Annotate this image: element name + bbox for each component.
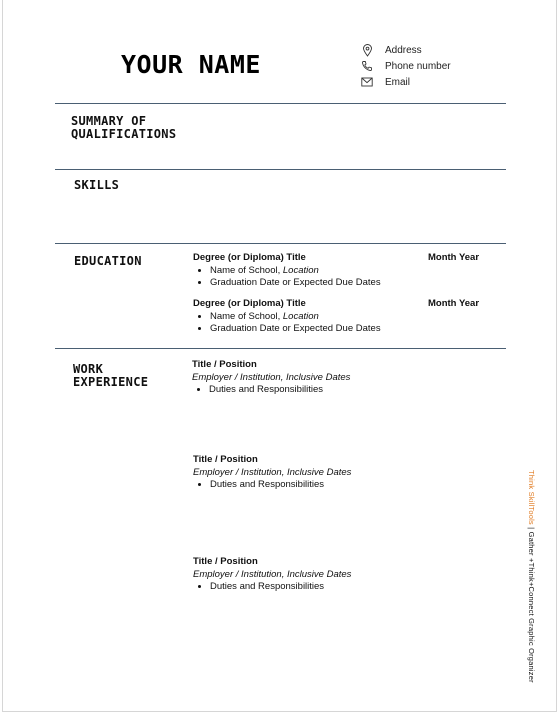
brand-text: Think SkillTools xyxy=(527,470,536,525)
education-date: Month Year xyxy=(428,298,480,309)
school-item xyxy=(210,311,381,324)
school-location: Location xyxy=(282,310,319,322)
phone-label: Phone number xyxy=(385,60,451,72)
work-heading: WORK EXPERIENCE xyxy=(73,362,149,389)
graduation-item: • Graduation Date or Expected Due Dates xyxy=(210,323,381,336)
degree-title: Degree (or Diploma) Title xyxy=(193,298,306,309)
divider xyxy=(55,348,506,349)
work-entry xyxy=(192,359,350,397)
contact-phone xyxy=(360,59,451,73)
page-frame xyxy=(2,0,557,712)
resume-name: YOUR NAME xyxy=(121,50,261,79)
school-location: Location xyxy=(282,264,319,276)
job-title: Title / Position xyxy=(193,556,258,567)
address-label: Address xyxy=(385,44,422,56)
employer-line: Employer / Institution, Inclusive Dates xyxy=(193,466,352,478)
summary-heading: SUMMARY OF QUALIFICATIONS xyxy=(71,114,177,141)
duties-item: • Duties and Responsibilities xyxy=(209,384,350,397)
organizer-text: | Gather +Think+Connect Graphic Organizer xyxy=(527,524,536,683)
location-pin-icon xyxy=(360,43,374,57)
work-entry xyxy=(193,454,351,492)
envelope-icon xyxy=(360,75,374,89)
school-item xyxy=(210,265,381,278)
divider xyxy=(55,243,506,244)
contact-email xyxy=(360,75,410,89)
degree-title: Degree (or Diploma) Title xyxy=(193,252,306,263)
education-date: Month Year xyxy=(428,252,480,263)
school-name: Name of School, xyxy=(210,310,281,322)
side-note xyxy=(527,470,536,683)
phone-icon xyxy=(360,59,374,73)
contact-address xyxy=(360,43,422,57)
education-heading: EDUCATION xyxy=(74,254,142,268)
graduation-item: • Graduation Date or Expected Due Dates xyxy=(210,277,381,290)
skills-heading: SKILLS xyxy=(74,178,120,192)
education-entry xyxy=(193,298,381,336)
employer-line: Employer / Institution, Inclusive Dates xyxy=(193,568,352,580)
divider xyxy=(55,103,506,104)
divider xyxy=(55,169,506,170)
work-entry xyxy=(193,556,351,594)
school-name: Name of School, xyxy=(210,264,281,276)
duties-item: • Duties and Responsibilities xyxy=(210,581,351,594)
duties-item: • Duties and Responsibilities xyxy=(210,479,351,492)
job-title: Title / Position xyxy=(192,359,257,370)
job-title: Title / Position xyxy=(193,454,258,465)
employer-line: Employer / Institution, Inclusive Dates xyxy=(192,371,351,383)
education-entry xyxy=(193,252,381,290)
email-label: Email xyxy=(385,76,411,88)
